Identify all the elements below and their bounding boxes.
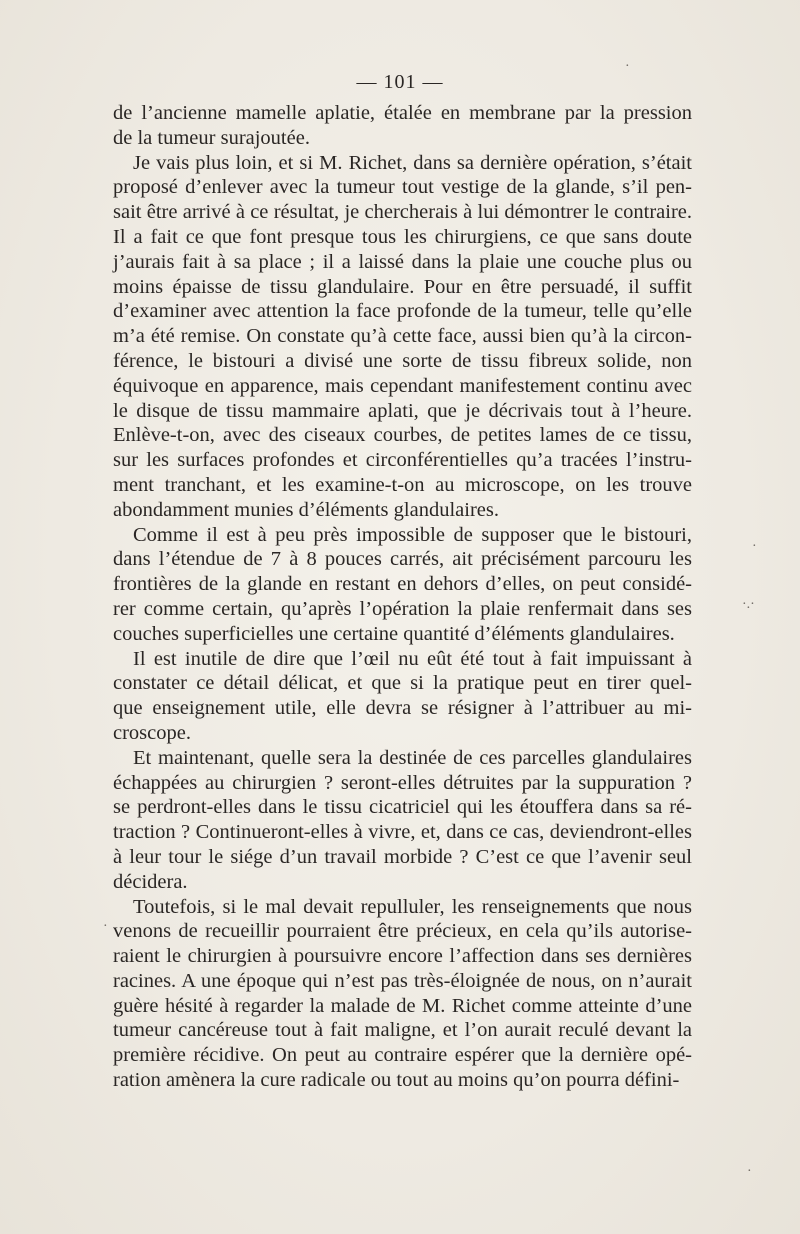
text-line: décidera. bbox=[113, 870, 188, 893]
text-line: abondamment munies d’éléments glandulaires. bbox=[113, 498, 499, 521]
text-line: constater ce détail délicat, et que si la pratique peut en tirer quel- bbox=[113, 672, 692, 695]
text-line: traction ? Continueront-elles à vivre, et, dans ce cas, deviendront-elles bbox=[113, 821, 692, 844]
text-line: venons de recueillir pourraient être précieux, en cela qu’ils autorise- bbox=[113, 920, 692, 943]
text-line: Enlève-t-on, avec des ciseaux courbes, de petites lames de ce tissu, bbox=[113, 424, 692, 447]
text-line: Toutefois, si le mal devait repulluler, les renseignements que nous bbox=[133, 895, 692, 918]
paper-speck: · bbox=[625, 59, 630, 74]
text-line: férence, le bistouri a divisé une sorte de tissu fibreux solide, non bbox=[113, 349, 692, 372]
paragraph bbox=[113, 647, 692, 746]
text-line: moins épaisse de tissu glandulaire. Pour en être persuadé, il suffit bbox=[113, 275, 692, 298]
paper-speck: · bbox=[752, 539, 757, 554]
body-text bbox=[113, 101, 692, 1093]
text-line: j’aurais fait à sa place ; il a laissé dans la plaie une couche plus ou bbox=[113, 250, 692, 273]
text-line: racines. A une époque qui n’est pas très-éloignée de nous, on n’aurait bbox=[113, 969, 692, 992]
text-line: Comme il est à peu près impossible de supposer que le bistouri, bbox=[133, 523, 692, 546]
text-line: ration amènera la cure radicale ou tout au moins qu’on pourra défini- bbox=[113, 1069, 680, 1092]
text-line: équivoque en apparence, mais cependant manifestement continu avec bbox=[113, 374, 692, 397]
text-line: tumeur cancéreuse tout à fait maligne, et l’on aurait reculé devant la bbox=[113, 1019, 692, 1042]
text-line: guère hésité à regarder la malade de M. Richet comme atteinte d’une bbox=[113, 994, 692, 1017]
text-line: à leur tour le siége d’un travail morbide ? C’est ce que l’avenir seul bbox=[113, 845, 692, 868]
text-line: raient le chirurgien à poursuivre encore l’affection dans ses dernières bbox=[113, 945, 692, 968]
text-line: couches superficielles une certaine quantité d’éléments glandulaires. bbox=[113, 622, 675, 645]
text-line: ment tranchant, et les examine-t-on au microscope, on les trouve bbox=[113, 473, 692, 496]
paper-speck: ·.· bbox=[742, 597, 755, 612]
text-line: proposé d’enlever avec la tumeur tout vestige de la glande, s’il pen- bbox=[113, 176, 692, 199]
text-line: rer comme certain, qu’après l’opération la plaie renfermait dans ses bbox=[113, 597, 692, 620]
text-line: Il a fait ce que font presque tous les chirurgiens, ce que sans doute bbox=[113, 225, 692, 248]
text-line: d’examiner avec attention la face profonde de la tumeur, telle qu’elle bbox=[113, 300, 692, 323]
text-line: sur les surfaces profondes et circonférentielles qu’a tracées l’instru- bbox=[113, 449, 692, 472]
text-line: m’a été remise. On constate qu’à cette face, aussi bien qu’à la circon- bbox=[113, 325, 692, 348]
text-line: le disque de tissu mammaire aplati, que je décrivais tout à l’heure. bbox=[113, 399, 692, 422]
page-number: — 101 — bbox=[356, 71, 444, 93]
text-line: croscope. bbox=[113, 721, 191, 744]
text-line: de la tumeur surajoutée. bbox=[113, 126, 310, 149]
paper-speck: · bbox=[747, 1164, 752, 1179]
text-line: échappées au chirurgien ? seront-elles détruites par la suppuration ? bbox=[113, 771, 692, 794]
paragraph bbox=[113, 151, 692, 523]
text-line: de l’ancienne mamelle aplatie, étalée en membrane par la pression bbox=[113, 102, 692, 124]
text-line: dans l’étendue de 7 à 8 pouces carrés, ait précisément parcouru les bbox=[113, 548, 692, 571]
text-line: frontières de la glande en restant en dehors d’elles, on peut considé- bbox=[113, 573, 692, 596]
text-line: Il est inutile de dire que l’œil nu eût été tout à fait impuissant à bbox=[133, 647, 692, 670]
text-line: première récidive. On peut au contraire espérer que la dernière opé- bbox=[113, 1044, 692, 1067]
text-line: sait être arrivé à ce résultat, je chercherais à lui démontrer le contraire. bbox=[113, 201, 692, 224]
paragraph bbox=[113, 746, 692, 895]
text-line: Je vais plus loin, et si M. Richet, dans sa dernière opération, s’était bbox=[133, 151, 692, 174]
text-line: que enseignement utile, elle devra se résigner à l’attribuer au mi- bbox=[113, 697, 692, 720]
text-line: Et maintenant, quelle sera la destinée de ces parcelles glandulaires bbox=[133, 746, 692, 769]
paper-speck: · bbox=[103, 919, 108, 934]
text-line: se perdront-elles dans le tissu cicatriciel qui les étouffera dans sa ré- bbox=[113, 796, 692, 819]
paragraph bbox=[113, 895, 692, 1093]
paragraph bbox=[113, 101, 692, 151]
paragraph bbox=[113, 523, 692, 647]
